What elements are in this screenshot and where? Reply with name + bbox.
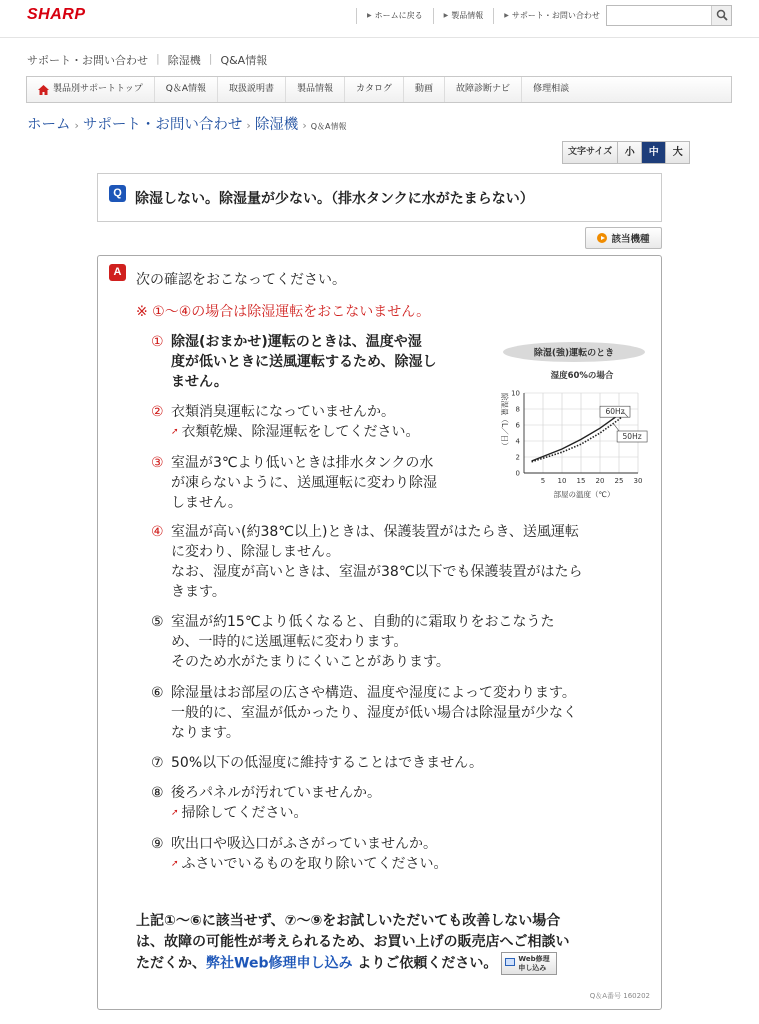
top-nav-products-link[interactable]: ▶ 製品情報: [433, 8, 494, 24]
chart-xtick-label: 15: [576, 477, 586, 485]
nav-diagnosis[interactable]: 故障診断ナビ: [445, 77, 522, 102]
item-line: 室温が約15℃より低くなると、自動的に霜取りをおこなうた: [171, 614, 555, 630]
top-nav: [356, 8, 610, 24]
top-nav-home-link[interactable]: ▶ ホームに戻る: [356, 8, 433, 24]
search-input[interactable]: [607, 6, 711, 25]
nav-product-support-top[interactable]: 製品別サポートトップ: [27, 77, 155, 102]
item-line: 室温が3℃より低いときは排水タンクの水: [171, 455, 434, 471]
item-line: 室温が高い(約38℃以上)ときは、保護装置がはたらき、送風運転: [171, 524, 579, 540]
item-line: 後ろパネルが汚れていませんか。: [171, 785, 381, 801]
check-item-3: [151, 453, 437, 513]
item-line: 除湿(おまかせ)運転のときは、温度や湿: [171, 334, 422, 350]
conclusion-line: ただくか、弊社Web修理申し込み よりご依頼ください。 Web修理 申し込み: [136, 952, 569, 975]
search-button[interactable]: [711, 6, 731, 25]
chevron-right-icon: ›: [302, 119, 307, 132]
conclusion-line: 上記①～⑥に該当せず、⑦～⑨をお試しいただいても改善しない場合: [136, 913, 561, 929]
item-remedy: ➚ ふさいでいるものを取り除いてください。: [171, 856, 448, 872]
triangle-right-icon: ▶: [504, 12, 509, 19]
arrow-icon: ➚: [171, 859, 179, 869]
nav-qa[interactable]: Q＆A情報: [155, 77, 218, 102]
check-item-5: [151, 612, 555, 672]
item-remedy: ➚ 衣類乾燥、除湿運転をしてください。: [171, 424, 420, 440]
separator: |: [156, 52, 160, 65]
chart-ytick-label: 6: [515, 421, 520, 430]
dehumidify-chart: [494, 341, 654, 501]
item-line: 除湿量はお部屋の広さや構造、温度や湿度によって変わります。: [171, 685, 576, 701]
item-line: なります。: [171, 725, 240, 741]
question-badge-icon: Q: [109, 185, 126, 202]
triangle-right-icon: ▶: [443, 12, 449, 19]
item-number: ⑤: [151, 614, 164, 630]
web-repair-link[interactable]: 弊社Web修理申し込み: [206, 955, 353, 972]
home-icon: [38, 85, 49, 95]
font-size-small[interactable]: 小: [617, 142, 641, 163]
chart-ylabel: 除湿量（L／日）: [500, 393, 509, 450]
check-item-4: [151, 522, 583, 602]
play-circle-icon: [597, 233, 607, 243]
chevron-right-icon: ›: [74, 119, 79, 132]
nav-manual[interactable]: 取扱説明書: [218, 77, 286, 102]
item-number: ⑧: [151, 785, 164, 801]
item-line: きます。: [171, 584, 226, 600]
chart-ytick-label: 4: [515, 437, 520, 446]
item-remedy: ➚ 掃除してください。: [171, 805, 308, 821]
triangle-right-icon: ▶: [367, 12, 372, 19]
question-box: [97, 173, 662, 222]
chart-ytick-label: 10: [511, 389, 520, 398]
conclusion-text: [136, 911, 569, 975]
section-path-qa[interactable]: Q&A情報: [220, 54, 268, 67]
nav-product-info[interactable]: 製品情報: [286, 77, 345, 102]
nav-video[interactable]: 動画: [404, 77, 445, 102]
section-path-support[interactable]: サポート・お問い合わせ: [27, 54, 148, 67]
check-item-6: [151, 683, 577, 743]
breadcrumb-support[interactable]: サポート・お問い合わせ: [82, 117, 243, 133]
chart-subtitle: 湿度60%の場合: [550, 371, 614, 381]
breadcrumb-home[interactable]: ホーム: [27, 117, 71, 133]
answer-badge-icon: A: [109, 264, 126, 281]
chart-xtick-label: 10: [557, 477, 567, 485]
check-item-8: [151, 783, 381, 823]
arrow-icon: ➚: [171, 808, 179, 818]
item-line: しません。: [171, 495, 242, 511]
chart-xtick-label: 20: [595, 477, 605, 485]
chart-series-label-60hz: 60Hz: [605, 407, 625, 417]
chevron-right-icon: ›: [246, 119, 251, 132]
check-item-1: [151, 332, 436, 392]
web-repair-button[interactable]: Web修理 申し込み: [501, 952, 557, 975]
answer-box: [97, 255, 662, 1010]
item-number: ①: [151, 334, 164, 350]
font-size-label: 文字サイズ: [563, 142, 617, 163]
check-item-7: [151, 753, 483, 773]
check-item-9: [151, 834, 448, 874]
computer-icon: [505, 958, 515, 966]
item-number: ②: [151, 404, 164, 420]
chart-title: 除湿(強)運転のとき: [533, 348, 615, 359]
applicable-models-button[interactable]: 該当機種: [585, 227, 662, 249]
sharp-logo[interactable]: SHARP: [27, 6, 86, 23]
font-size-medium[interactable]: 中: [641, 142, 665, 163]
breadcrumb-current: Q＆A情報: [310, 122, 347, 131]
answer-intro: 次の確認をおこなってください。: [136, 272, 346, 288]
item-line: め、一時的に送風運転に変わります。: [171, 634, 408, 650]
separator: |: [208, 52, 213, 65]
arrow-icon: ➚: [171, 427, 179, 437]
breadcrumb: [27, 113, 347, 134]
chart-ytick-label: 0: [515, 469, 520, 478]
qa-number: Q＆A番号 160202: [589, 992, 650, 1000]
item-line: そのため水がたまりにくいことがあります。: [171, 654, 450, 670]
item-line: 一般的に、室温が低かったり、湿度が低い場合は除湿量が少なく: [171, 705, 577, 721]
chart-xtick-label: 5: [540, 477, 546, 485]
item-line: 度が低いときに送風運転するため、除湿し: [171, 354, 437, 370]
item-line: 吹出口や吸込口がふさがっていませんか。: [171, 836, 437, 852]
item-line: 衣類消臭運転になっていませんか。: [171, 404, 395, 420]
item-number: ⑨: [151, 836, 164, 852]
item-number: ④: [151, 524, 164, 540]
breadcrumb-dehumidifier[interactable]: 除湿機: [254, 117, 299, 133]
item-line: なお、湿度が高いときは、室温が38℃以下でも保護装置がはたら: [171, 564, 583, 580]
chart-ytick-label: 8: [515, 405, 520, 414]
item-line: ません。: [171, 374, 228, 390]
search-icon: [716, 9, 728, 21]
site-header: [0, 0, 759, 38]
search-box: [606, 5, 732, 26]
nav-catalog[interactable]: カタログ: [345, 77, 404, 102]
item-number: ⑦: [151, 755, 164, 771]
chart-xtick-label: 25: [614, 477, 624, 485]
chart-xtick-label: 30: [633, 477, 643, 485]
section-nav: [26, 76, 732, 103]
item-number: ③: [151, 455, 164, 471]
top-nav-support-link[interactable]: ▶ サポート・お問い合わせ: [493, 8, 610, 24]
question-text: 除湿しない。除湿量が少ない。（排水タンクに水がたまらない）: [135, 191, 534, 207]
section-path-dehumidifier[interactable]: 除湿機: [167, 54, 201, 67]
check-item-2: [151, 402, 420, 442]
section-path: [27, 52, 267, 68]
item-number: ⑥: [151, 685, 164, 701]
chart-xlabel: 部屋の温度（℃）: [553, 490, 615, 499]
item-line: が凍らないように、送風運転に変わり除湿: [171, 475, 437, 491]
chart-ytick-label: 2: [515, 453, 520, 462]
font-size-selector: [562, 141, 690, 164]
item-line: に変わり、除湿しません。: [171, 544, 340, 560]
font-size-large[interactable]: 大: [665, 142, 689, 163]
conclusion-line: は、故障の可能性が考えられるため、お買い上げの販売店へご相談い: [136, 933, 570, 950]
chart-label-leader: [613, 423, 619, 431]
item-line: 50%以下の低湿度に維持することはできません。: [171, 755, 483, 771]
nav-repair[interactable]: 修理相談: [533, 84, 570, 94]
chart-series-label-50hz: 50Hz: [622, 432, 642, 441]
chart-series: [532, 406, 648, 462]
answer-note: ※ ①～④の場合は除湿運転をおこないません。: [136, 304, 431, 320]
